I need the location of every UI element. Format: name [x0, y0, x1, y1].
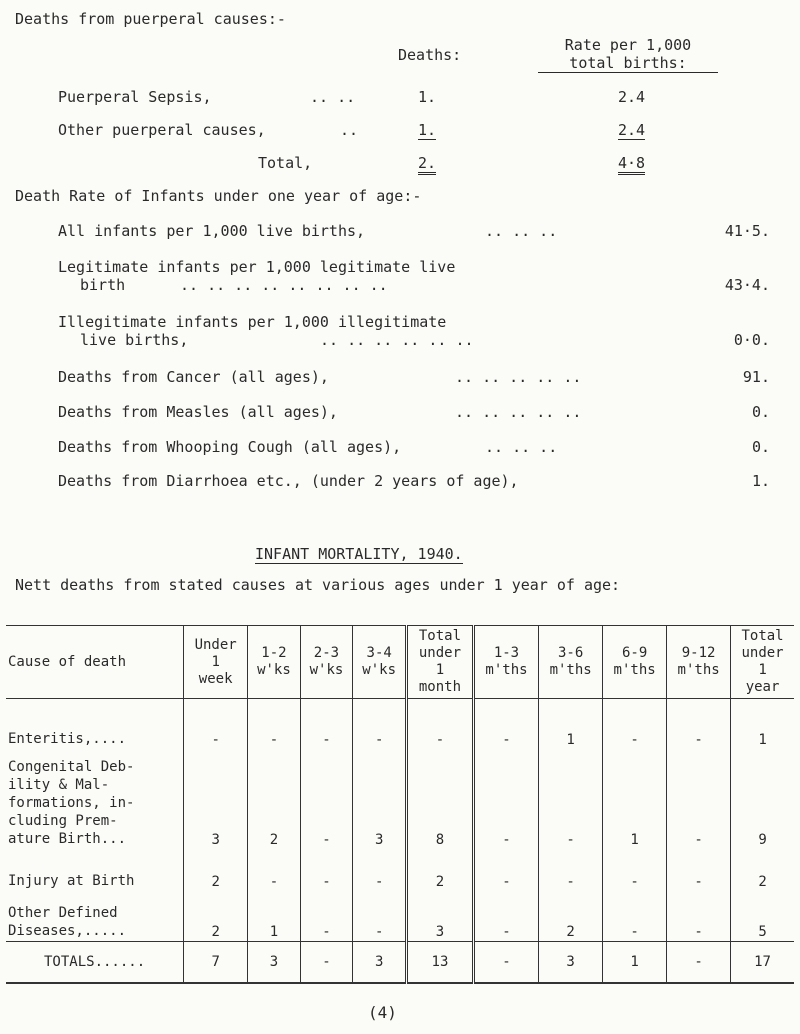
table-cell: - — [248, 849, 301, 891]
header-3-4-weeks: 3-4 w'ks — [353, 626, 407, 699]
header-under-1-week: Under 1 week — [184, 626, 248, 699]
header-3-6-months: 3-6 m'ths — [539, 626, 603, 699]
stat-dots: .. .. .. .. .. .. .. .. — [180, 276, 388, 294]
stat-dots: .. .. .. .. .. .. — [320, 331, 474, 349]
puerperal-row-label: Puerperal Sepsis, — [58, 88, 212, 106]
stat-value: 0. — [751, 438, 770, 456]
table-cell: - — [539, 749, 603, 849]
table-row — [6, 891, 794, 942]
header-6-9-months: 6-9 m'ths — [603, 626, 667, 699]
infant-mortality-subtitle: Nett deaths from stated causes at various ages under 1 year of age: — [15, 576, 621, 594]
table-cell: 3 — [353, 749, 407, 849]
table-cell: 2 — [731, 849, 794, 891]
puerperal-total-label: Total, — [258, 154, 313, 172]
table-cell: - — [473, 699, 538, 750]
row-cause: Enteritis,.... — [8, 731, 127, 747]
table-cell: - — [603, 891, 667, 942]
table-row — [6, 749, 794, 849]
rate-header-line2: total births: — [538, 54, 718, 73]
stat-label: Deaths from Whooping Cough (all ages), — [58, 438, 402, 456]
header-total-under-1-year: Total under 1 year — [731, 626, 794, 699]
table-cell: - — [300, 891, 353, 942]
stat-dots: .. .. .. .. .. — [455, 403, 582, 421]
header-cause: Cause of death — [8, 653, 127, 670]
table-header-row — [6, 626, 794, 699]
stat-value: 1. — [751, 472, 770, 490]
infant-mortality-title: INFANT MORTALITY, 1940. — [255, 545, 463, 563]
table-cell: 3 — [248, 942, 301, 984]
table-cell: 3 — [407, 891, 474, 942]
table-cell: 7 — [184, 942, 248, 984]
stat-dots: .. .. .. .. .. — [455, 368, 582, 386]
row-cause: Injury at Birth — [8, 873, 135, 889]
puerperal-row-dots: .. .. — [310, 88, 356, 106]
table-cell: - — [603, 699, 667, 750]
table-cell: - — [407, 699, 474, 750]
table-cell: 1 — [248, 891, 301, 942]
stat-value: 43·4. — [724, 276, 770, 294]
table-cell: 1 — [539, 699, 603, 750]
table-cell: - — [473, 849, 538, 891]
deaths-column-header: Deaths: — [398, 46, 462, 64]
infant-mortality-table — [6, 625, 794, 984]
table-cell: 1 — [731, 699, 794, 750]
table-cell: 2 — [407, 849, 474, 891]
stat-label-cont: birth — [80, 276, 126, 294]
stat-label: Deaths from Measles (all ages), — [58, 403, 338, 421]
table-cell: 2 — [184, 891, 248, 942]
stat-label: Illegitimate infants per 1,000 illegitimate — [58, 313, 447, 331]
stat-value: 0·0. — [733, 331, 770, 349]
header-9-12-months: 9-12 m'ths — [667, 626, 731, 699]
puerperal-row-deaths: 1. — [418, 88, 437, 106]
stat-dots: .. .. .. — [485, 222, 558, 240]
puerperal-total-deaths: 2. — [418, 154, 436, 175]
stat-label: Deaths from Diarrhoea etc., (under 2 years of age), — [58, 472, 519, 490]
stat-value: 91. — [742, 368, 770, 386]
puerperal-row-label: Other puerperal causes, — [58, 121, 266, 139]
table-cell: - — [300, 942, 353, 984]
stat-dots: .. .. .. — [485, 438, 558, 456]
puerperal-row-rate: 2.4 — [618, 88, 646, 106]
table-cell: - — [353, 699, 407, 750]
totals-label: TOTALS...... — [44, 954, 146, 970]
table-cell: 3 — [184, 749, 248, 849]
table-cell: - — [473, 891, 538, 942]
table-cell: 3 — [353, 942, 407, 984]
header-total-under-1-month: Total under 1 month — [407, 626, 474, 699]
row-cause: Other Defined Diseases,..... — [8, 905, 127, 939]
header-1-2-weeks: 1-2 w'ks — [248, 626, 301, 699]
table-cell: 2 — [248, 749, 301, 849]
table-cell: - — [300, 849, 353, 891]
stat-value: 41·5. — [724, 222, 770, 240]
table-cell: 3 — [539, 942, 603, 984]
table-cell: - — [300, 749, 353, 849]
table-cell: 2 — [184, 849, 248, 891]
table-cell: - — [667, 891, 731, 942]
table-cell: - — [473, 749, 538, 849]
section-heading: Deaths from puerperal causes:- — [15, 10, 286, 28]
page-number: (4) — [368, 1003, 397, 1022]
table-cell: - — [300, 699, 353, 750]
stat-label: Deaths from Cancer (all ages), — [58, 368, 329, 386]
table-cell: - — [184, 699, 248, 750]
table-cell: - — [539, 849, 603, 891]
table-cell: 1 — [603, 749, 667, 849]
table-cell: 2 — [539, 891, 603, 942]
rate-header-line1: Rate per 1,000 — [564, 36, 692, 54]
table-cell: 8 — [407, 749, 474, 849]
table-cell: - — [248, 699, 301, 750]
puerperal-total-rate: 4·8 — [618, 154, 645, 175]
table-cell: - — [667, 942, 731, 984]
rate-column-header — [538, 36, 718, 73]
table-cell: - — [667, 699, 731, 750]
header-2-3-weeks: 2-3 w'ks — [300, 626, 353, 699]
puerperal-row-dots: .. — [340, 121, 359, 139]
table-cell: - — [353, 849, 407, 891]
table-cell: 1 — [603, 942, 667, 984]
header-1-3-months: 1-3 m'ths — [473, 626, 538, 699]
table-cell: - — [603, 849, 667, 891]
table-cell: 17 — [731, 942, 794, 984]
table-cell: - — [667, 749, 731, 849]
table-cell: 13 — [407, 942, 474, 984]
table-row — [6, 849, 794, 891]
table-cell: - — [353, 891, 407, 942]
table-cell: 9 — [731, 749, 794, 849]
puerperal-row-rate: 2.4 — [618, 121, 646, 139]
stat-label: All infants per 1,000 live births, — [58, 222, 366, 240]
table-cell: 5 — [731, 891, 794, 942]
infant-death-rate-heading: Death Rate of Infants under one year of age:- — [15, 187, 422, 205]
row-cause: Congenital Deb- ility & Mal- formations, in- cluding Prem- ature Birth... — [8, 759, 135, 847]
totals-row — [6, 942, 794, 984]
stat-label-cont: live births, — [80, 331, 189, 349]
table-row — [6, 699, 794, 750]
stat-label: Legitimate infants per 1,000 legitimate live — [58, 258, 456, 276]
stat-value: 0. — [751, 403, 770, 421]
table-cell: - — [667, 849, 731, 891]
table-cell: - — [473, 942, 538, 984]
puerperal-row-deaths: 1. — [418, 121, 437, 139]
